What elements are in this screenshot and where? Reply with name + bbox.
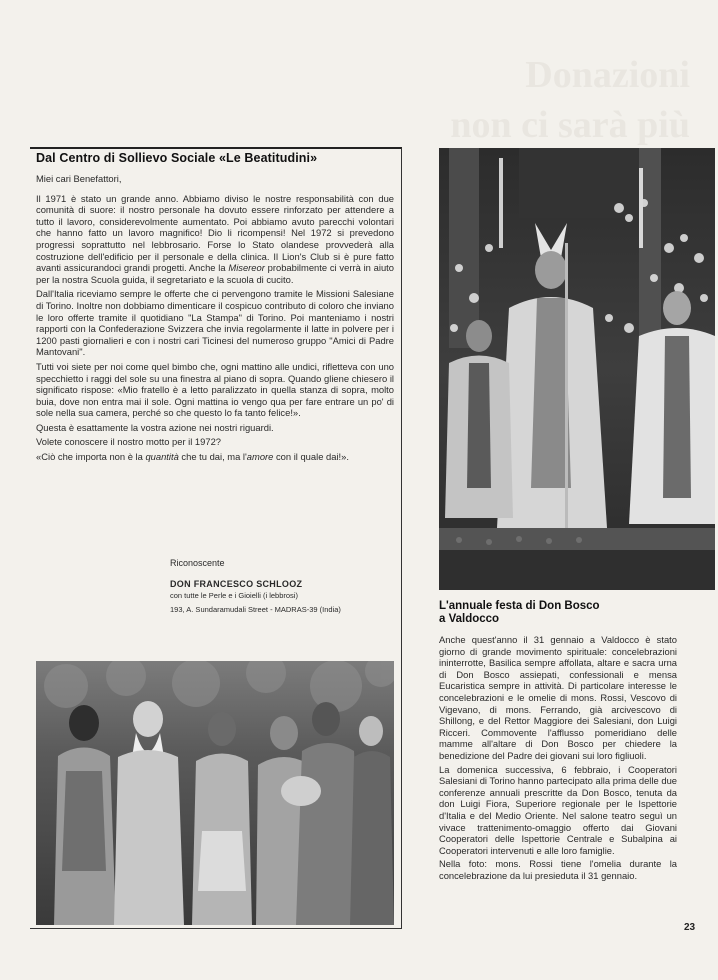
signature-name: DON FRANCESCO SCHLOOZ (170, 579, 303, 589)
letter-paragraph: Dall'Italia riceviamo sempre le offerte che ci pervengono tramite le Missioni Salesiane di Torino. Inoltre non dobbiamo dimenticare il cospicuo contributo di coloro che inviano le loro offerte tramite il quotidiano "La Stampa" di Torino. Poi manteniamo i nostri rapporti con la Confederazione Svizzera che invia regolarmente il latte in polvere per i 1200 pasti giornalieri e con i nostri cari Ticinesi del numeroso gruppo "Amici di Padre Mantovani". (36, 288, 394, 358)
article-paragraph: Anche quest'anno il 31 gennaio a Valdocco è stato giorno di grande movimento spirituale: concelebrazioni ininterrotte, Basilica sempre affollata, altare e sacra urna di Don Bosco assiepati, confessionali e mensa Eucaristica sempre in attività. Di particolare interesse le concelebrazioni e le omelie di mons. Rossi, Vescovo di Vigevano, di mons. Ferrando, già arcivescovo di Shillong, e del Rettor Maggiore dei Salesiani, don Luigi Ricceri. Commovente l'afflusso pomeridiano delle mamme all'altare di Don Bosco per chiedere la benedizione del Padre dei giovani sui loro figliuoli. (439, 634, 677, 761)
text-run: che tu dai, ma l' (178, 451, 247, 463)
italic-run: Misereor (228, 262, 265, 274)
photo-group-of-people (36, 661, 394, 925)
signature-subtitle: con tutte le Perle e i Gioielli (i lebbrosi) (170, 591, 298, 600)
text-run: probabilmente ci verrà in aiuto per la nostra Scuola guida, il segretariato e la scuola di cucito. (36, 262, 394, 285)
concelebration-photo-image (439, 148, 715, 590)
letter-title: Dal Centro di Sollievo Sociale «Le Beatitudini» (36, 151, 318, 165)
italic-run: amore (246, 451, 274, 463)
letter-paragraph: Tutti voi siete per noi come quel bimbo che, ogni mattino alle undici, rifletteva con uno specchietto i raggi del sole su una finestra al piano di sopra. Quando gliene chiesero il significato rispose: «Mio fratello è a letto paralizzato in quella stanza di sopra, molto buia, dove non entra mai il sole. Ogni mattina io vengo qua per fare entrare un po' di sole nella sua camera, perché so che questo lo fa tanto felice!». (36, 360, 394, 419)
faded-show-through-heading (330, 50, 690, 150)
letter-motto (36, 451, 394, 463)
signature-address: 193, A. Sundaramudali Street - MADRAS-39 (India) (170, 605, 341, 614)
faded-heading-line: Donazioni (525, 54, 690, 96)
article-body (439, 634, 677, 883)
photo-bishop-concelebration (439, 148, 715, 590)
article-title (439, 600, 709, 626)
article-paragraph: La domenica successiva, 6 febbraio, i Cooperatori Salesiani di Torino hanno partecipato alla prima delle due conferenze annuali prescritte da Don Bosco, tenuta da don Luigi Fiora, Superiore regionale per le Ispettorie d'Italia e del Medio Oriente. Nel salone teatro seguì un vivace trattenimento-omaggio offerto dai Giovani Cooperatori delle Ispettorie Centrale e Subalpina ai Cooperatori intervenuti e alle loro famiglie. (439, 763, 677, 856)
italic-run: quantità (145, 451, 179, 463)
letter-greeting: Miei cari Benefattori, (36, 173, 122, 184)
faded-heading-line: non ci sarà più (450, 104, 690, 146)
closing-word: Riconoscente (170, 558, 225, 568)
letter-body (36, 173, 394, 466)
photo-caption: Nella foto: mons. Rossi tiene l'omelia durante la concelebrazione da lui presieduta il 31 gennaio. (439, 858, 677, 881)
letter-paragraph: Questa è esattamente la vostra azione nei nostri riguardi. (36, 421, 274, 433)
letter-frame (30, 147, 402, 929)
letter-paragraph: Volete conoscere il nostro motto per il 1972? (36, 436, 222, 448)
text-run: «Ciò che importa non è la (36, 451, 146, 463)
text-run: Il 1971 è stato un grande anno. Abbiamo diviso le nostre responsabilità con due comunità di suore: il nostro personale ha dovuto essere rinforzato per attendere a tutto il lavoro, considerevolmente aumentato. Poi abbiamo avuto parecchi volontari che hanno fatto un lavoro magnifico! Dio li ricompensi! Nel 1972 si prevedono progressi soprattutto nel lebbrosario. Forse lo Stato olandese provvederà alla costruzione dell'edificio per il personale e della clinica. Il Lion's Club si è pure fatto avanti assicurandoci grandi progetti. Anche la (36, 192, 394, 274)
article-title-line: L'annuale festa di Don Bosco (439, 600, 600, 612)
text-run: con il quale dai!». (273, 451, 349, 463)
article-title-line: a Valdocco (439, 613, 500, 625)
group-photo-image (36, 661, 394, 925)
page-number: 23 (684, 922, 696, 933)
letter-signature (170, 558, 400, 615)
letter-paragraph (36, 193, 394, 286)
